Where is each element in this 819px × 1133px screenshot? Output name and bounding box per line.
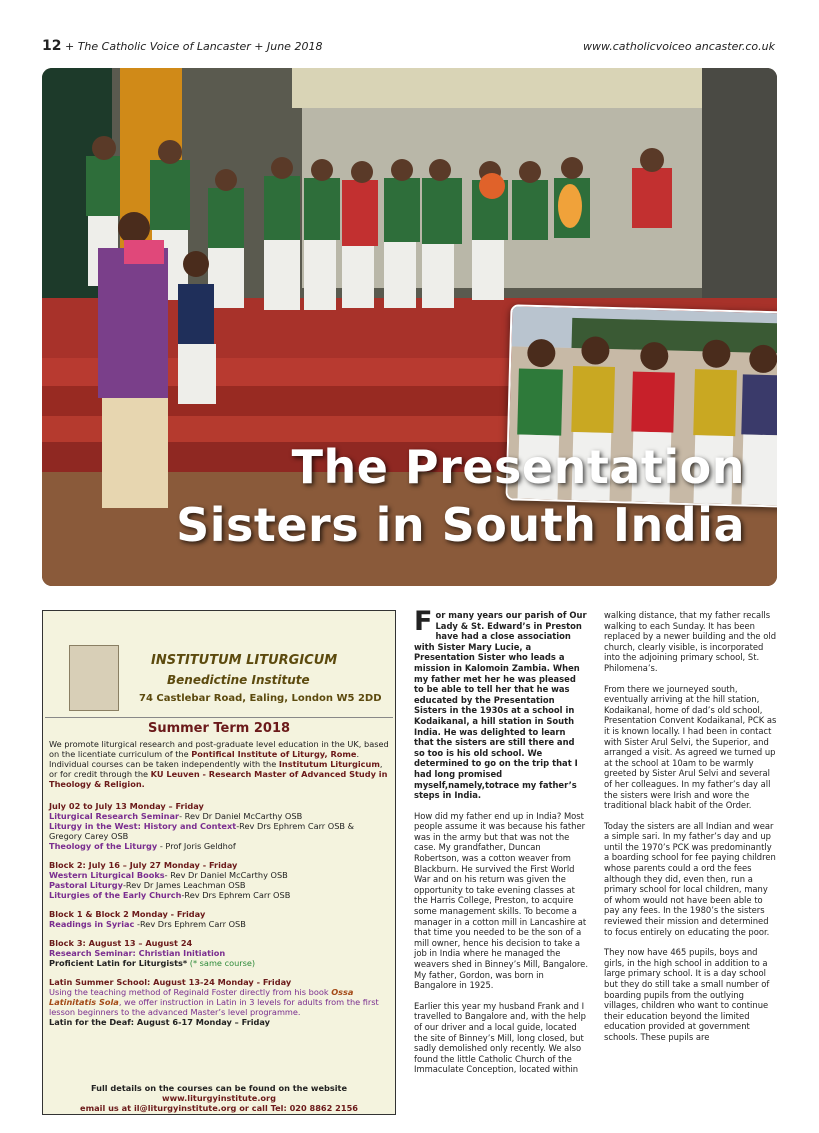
course-block: July 02 to July 13 Monday – Friday Liturgical Research Seminar- Rev Dr Daniel McCarthy OSB Liturgy in the West: History and Context-Rev Drs Ephrem Carr OSB & Gregory Carey OSB Theology of the Liturgy - Prof Joris Geldhof [49,801,355,851]
ad-footer: Full details on the courses can be found on the website www.liturgyinstitute.org email us at il@liturgyinstitute.org or call Tel: 020 8862 2156 [43,1083,395,1113]
article-lead: For many years our parish of Our Lady & St. Edward’s in Preston have had a close association with Sister Mary Lucie, a Presentation Sister who leads a mission in Kalomoin Zambia. When my father met her he was pleased to be able to tell her that he was educated by the Presentation Sisters in the 1930s at a school in Kodaikanal, a hill station in South India. He was delighted to learn that the sisters are still there and so too is his old school. We determined to go on the trip that I had long promised myself,namely,totrace my father’s steps in India. [414,606,587,801]
page-number: 12 [42,38,62,54]
article-paragraph: How did my father end up in India? Most people assume it was because his father was in the army but that was not the case. My grandfather, Duncan Robertson, was a cotton weaver from Blackburn. He survived the First World War and on his return was given the opportunity to take evening classes at the Harris College, Preston, to acquire some management skills. To become a manager in a cotton mill in Lancashire at that time you needed to be the son of a mill owner, hence his decision to take a job in India where he managed the weavers shed in Binney’s Mill, Bangalore. My father, Gordon, was born in Bangalore in 1925. [414,810,588,991]
publication-name: + The Catholic Voice of Lancaster + June 2018 [64,40,323,53]
article-paragraph: They now have 465 pupils, boys and girls, in the high school in addition to a large primary school. It is a day school but they do still take a small number of boarding pupils from the outlying villages, children who want to continue their education beyond the limited education provided at government schools. These pupils are [604,947,770,1042]
drop-cap: F [414,606,433,637]
course-block: Latin Summer School: August 13-24 Monday - Friday Using the teaching method of Reginald Foster directly from his book Ossa Latinitatis Sola, we offer instruction in Latin in 3 levels for adults from the first lesson beginners to the advanced Master’s level programme. Latin for the Deaf: August 6-17 Monday – Friday [49,977,379,1027]
org-name: INSTITUTUM LITURGICUM [151,653,338,668]
institute-advert [42,610,396,1115]
article-paragraph: Earlier this year my husband Frank and I travelled to Bangalore and, with the help of our driver and a local guide, located the site of Binney’s Mill, long closed, but sadly demolished only recently. We also found the little Catholic Church of the Immaculate Conception, located within [414,1000,587,1075]
ad-intro: We promote liturgical research and post-graduate level education in the UK, based on the licentiate curriculum of the Pontifical Institute of Liturgy, Rome. Individual courses can be taken independently with the Institutum Liturgicum, or for credit through the KU Leuven - Research Master of Advanced Study in Theology & Religion. [49,739,389,789]
course-blocks [49,801,389,1036]
article-column-2 [604,610,778,1053]
article-paragraph: Today the sisters are all Indian and wear a simple sari. In my father’s day and up until the 1970’s PCK was predominantly a boarding school for fee paying children whose parents could a ord the fees although they did, even then, run a primary school for local children, many of whom would not have been able to pay any fees. In the 1980’s the sisters reviewed their mission and determined to focus entirely on educating the poor. [604,820,776,937]
course-block: Block 2: July 16 – July 27 Monday - Friday Western Liturgical Books- Rev Dr Daniel McCarthy OSB Pastoral Liturgy-Rev Dr James Leachman OSB Liturgies of the Early Church-Rev Drs Ephrem Carr OSB [49,860,291,900]
hero-photo [42,68,777,586]
institute-website-link[interactable]: www.liturgyinstitute.org [162,1093,276,1103]
org-subtitle: Benedictine Institute [167,673,310,687]
course-block: Block 1 & Block 2 Monday - Friday Readings in Syriac -Rev Drs Ephrem Carr OSB [49,909,246,929]
headline-line-2: Sisters in South India [176,498,745,552]
institute-seal-image [69,645,119,711]
page-header [42,38,775,58]
headline-line-1: The Presentation [291,440,745,494]
article-paragraph: From there we journeyed south, eventually arriving at the hill station, Kodaikanal, home of dad’s old school, Presentation Convent Kodaikanal, PCK as it is known locally. I had been in contact with Sister Arul Selvi, the Superior, and arranged a visit. As agreed we turned up at the school at 10am to be warmly greeted by Sister Arul Selvi and several of her colleagues. In my father’s day all the sisters were Irish and wore the traditional black habit of the Order. [604,683,777,811]
article-column-1 [414,606,588,1085]
website-url: www.catholicvoiceo ancaster.co.uk [582,40,775,53]
article-headline [176,438,745,554]
article-paragraph: walking distance, that my father recalls walking to each Sunday. It has been replaced by a newer building and the old church, clearly visible, is incorporated into the adjoining primary school, St. Philomena’s. [604,610,777,673]
divider [45,717,393,718]
course-block: Block 3: August 13 – August 24 Research Seminar: Christian Initiation Proficient Latin for Liturgists* (* same course) [49,938,256,968]
term-title: Summer Term 2018 [147,721,291,736]
contact-line: email us at il@liturgyinstitute.org or call Tel: 020 8862 2156 [80,1103,358,1113]
org-address: 74 Castlebar Road, Ealing, London W5 2DD [139,693,382,704]
